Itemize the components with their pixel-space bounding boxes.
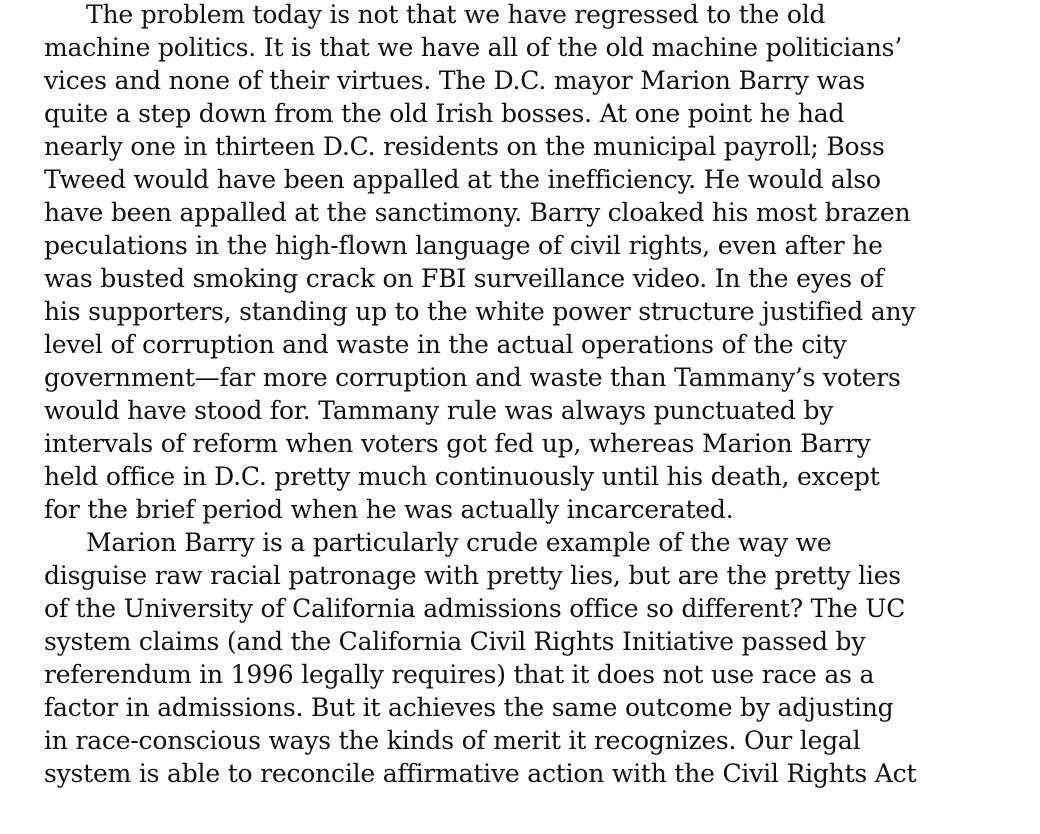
text-line: government—far more corruption and waste than Tammany’s voters [44, 363, 901, 392]
text-line: peculations in the high-flown language of civil rights, even after he [44, 231, 883, 260]
text-line: nearly one in thirteen D.C. residents on the municipal payroll; Boss [44, 132, 885, 161]
text-line: intervals of reform when voters got fed up, whereas Marion Barry [44, 429, 871, 458]
text-line: disguise raw racial patronage with pretty lies, but are the pretty lies [44, 561, 901, 590]
text-line: system is able to reconcile affirmative action with the Civil Rights Act [44, 759, 917, 788]
text-line: system claims (and the California Civil Rights Initiative passed by [44, 627, 866, 656]
text-line: Tweed would have been appalled at the inefficiency. He would also [44, 165, 881, 194]
text-line: level of corruption and waste in the actual operations of the city [44, 330, 847, 359]
text-line: of the University of California admissions office so different? The UC [44, 594, 906, 623]
text-line: for the brief period when he was actually incarcerated. [44, 495, 734, 524]
text-line: held office in D.C. pretty much continuously until his death, except [44, 462, 880, 491]
text-line: The problem today is not that we have regressed to the old [86, 0, 826, 29]
text-line: quite a step down from the old Irish bosses. At one point he had [44, 99, 845, 128]
text-line: in race-conscious ways the kinds of merit it recognizes. Our legal [44, 726, 861, 755]
text-line: would have stood for. Tammany rule was always punctuated by [44, 396, 834, 425]
text-line: was busted smoking crack on FBI surveillance video. In the eyes of [44, 264, 884, 293]
text-line: factor in admissions. But it achieves the same outcome by adjusting [44, 693, 894, 722]
text-line: have been appalled at the sanctimony. Barry cloaked his most brazen [44, 198, 911, 227]
text-line: his supporters, standing up to the white power structure justified any [44, 297, 916, 326]
text-line: Marion Barry is a particularly crude example of the way we [86, 528, 832, 557]
text-line: vices and none of their virtues. The D.C. mayor Marion Barry was [44, 66, 866, 95]
text-line: referendum in 1996 legally requires) that it does not use race as a [44, 660, 875, 689]
text-line: machine politics. It is that we have all of the old machine politicians’ [44, 33, 903, 62]
